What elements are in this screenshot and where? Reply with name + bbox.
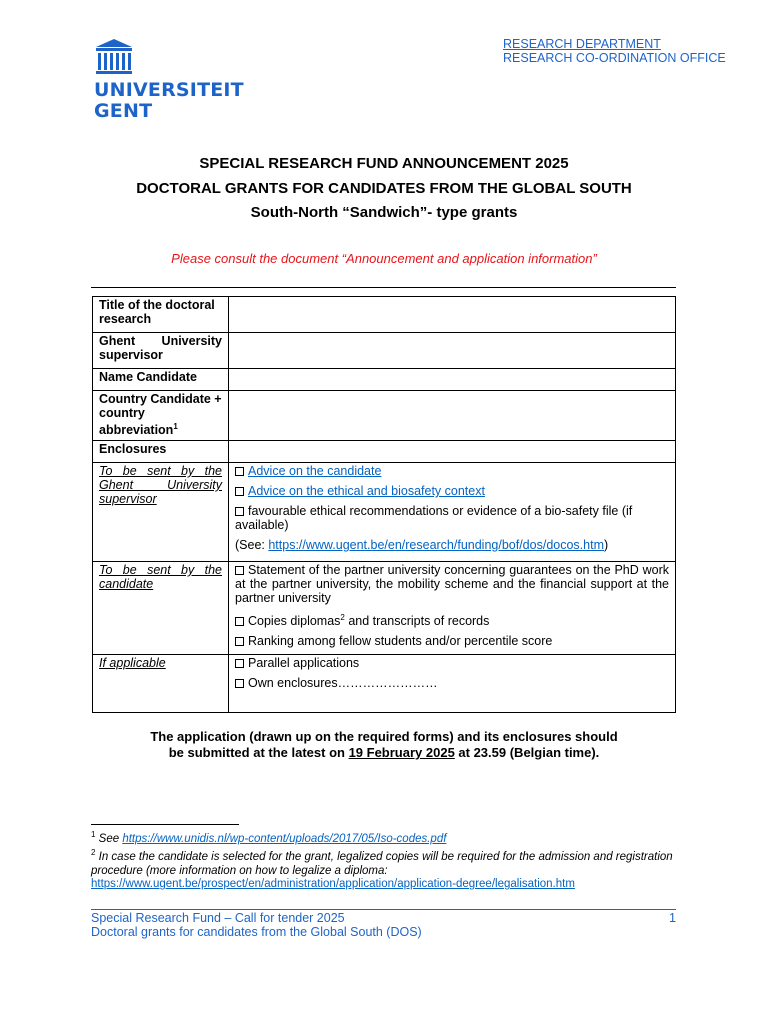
checkbox[interactable] bbox=[235, 487, 244, 496]
table-row bbox=[93, 333, 676, 369]
legalisation-link[interactable]: https://www.ugent.be/prospect/en/administration/application/application-degree/legalisation.htm bbox=[91, 878, 575, 891]
title-field[interactable] bbox=[229, 297, 676, 333]
candidate-enclosures bbox=[229, 562, 676, 655]
checkbox-item bbox=[235, 676, 669, 690]
submission-note bbox=[0, 729, 768, 761]
logo-line-2: GENT bbox=[94, 100, 153, 122]
checkbox[interactable] bbox=[235, 467, 244, 476]
candidate-group-label: To be sent by the candidate bbox=[93, 562, 229, 655]
department-header bbox=[503, 37, 726, 65]
university-logo-text bbox=[94, 80, 244, 122]
submission-line-2 bbox=[0, 745, 768, 761]
checkbox[interactable] bbox=[235, 617, 244, 626]
see-reference bbox=[235, 538, 669, 552]
table-row bbox=[93, 441, 676, 463]
parallel-applications-text: Parallel applications bbox=[248, 656, 360, 670]
title-line-2: DOCTORAL GRANTS FOR CANDIDATES FROM THE GLOBAL SOUTH bbox=[136, 180, 632, 197]
partner-statement-text: Statement of the partner university concerning guarantees on the PhD work at the partner university, the mobility scheme and the financial support at the partner university bbox=[235, 563, 669, 605]
title-line-3: South-North “Sandwich”- type grants bbox=[250, 204, 518, 221]
footnote-1 bbox=[91, 828, 691, 846]
ranking-text: Ranking among fellow students and/or percentile score bbox=[248, 634, 553, 649]
footnotes bbox=[91, 828, 691, 892]
checkbox[interactable] bbox=[235, 659, 244, 668]
checkbox[interactable] bbox=[235, 566, 244, 575]
checkbox-item bbox=[235, 484, 669, 498]
supervisor-label: Ghent University supervisor bbox=[93, 333, 229, 369]
enclosures-field bbox=[229, 441, 676, 463]
footnote-2-number: 2 bbox=[91, 848, 96, 858]
table-row bbox=[93, 369, 676, 391]
checkbox-item bbox=[235, 464, 669, 478]
see-suffix: ) bbox=[603, 538, 609, 552]
checkbox-item bbox=[235, 563, 669, 605]
page-number: 1 bbox=[669, 911, 676, 925]
checkbox-item bbox=[235, 634, 669, 648]
checkbox-item bbox=[235, 504, 669, 532]
submission-prefix: be submitted at the latest on bbox=[168, 745, 349, 760]
footnote-2-link-line bbox=[91, 878, 691, 892]
see-prefix: (See: bbox=[235, 538, 269, 552]
logo-line-1: UNIVERSITEIT bbox=[94, 79, 244, 101]
copies-diplomas-text: Copies diplomas bbox=[248, 614, 341, 629]
checkbox[interactable] bbox=[235, 507, 244, 516]
table-row bbox=[93, 391, 676, 441]
docos-link[interactable]: https://www.ugent.be/en/research/funding/bof/dos/docos.htm bbox=[268, 538, 604, 552]
advice-ethical-link[interactable]: Advice on the ethical and biosafety context bbox=[248, 484, 485, 498]
ethical-recommendations-text: favourable ethical recommendations or evidence of a bio-safety file (if available) bbox=[235, 504, 633, 532]
country-field[interactable] bbox=[229, 391, 676, 441]
applicable-group-label: If applicable bbox=[93, 655, 229, 713]
submission-line-1: The application (drawn up on the required forms) and its enclosures should bbox=[150, 729, 618, 744]
department-name: RESEARCH DEPARTMENT bbox=[503, 37, 661, 51]
applicable-enclosures bbox=[229, 655, 676, 713]
footnote-divider bbox=[91, 824, 239, 825]
checkbox-item bbox=[235, 611, 669, 628]
application-form-table bbox=[92, 296, 676, 713]
university-building-logo bbox=[94, 38, 134, 76]
supervisor-field[interactable] bbox=[229, 333, 676, 369]
footer-divider bbox=[91, 909, 676, 910]
table-row bbox=[93, 562, 676, 655]
enclosures-label: Enclosures bbox=[93, 441, 229, 463]
candidate-field[interactable] bbox=[229, 369, 676, 391]
divider bbox=[91, 287, 676, 288]
title-line-1: SPECIAL RESEARCH FUND ANNOUNCEMENT 2025 bbox=[199, 155, 569, 172]
checkbox-item bbox=[235, 656, 669, 670]
footer-line-1: Special Research Fund – Call for tender 2025 bbox=[91, 911, 345, 925]
transcripts-text: and transcripts of records bbox=[344, 614, 490, 629]
candidate-label: Name Candidate bbox=[93, 369, 229, 391]
title-label: Title of the doctoral research bbox=[93, 297, 229, 333]
footnote-2 bbox=[91, 846, 691, 878]
consult-note: Please consult the document “Announcement and application information” bbox=[171, 251, 597, 266]
footnote-1-see: See bbox=[95, 832, 123, 845]
footnote-2-text: In case the candidate is selected for the grant, legalized copies will be required for the admission and registration procedure (more information on how to legalize a diploma: bbox=[91, 851, 673, 877]
advice-candidate-link[interactable]: Advice on the candidate bbox=[248, 464, 382, 478]
office-name: RESEARCH CO-ORDINATION OFFICE bbox=[503, 51, 726, 65]
checkbox[interactable] bbox=[235, 637, 244, 646]
footer bbox=[91, 911, 676, 939]
supervisor-enclosures bbox=[229, 463, 676, 562]
own-enclosures-text: Own enclosures…………………… bbox=[248, 676, 438, 690]
table-row bbox=[93, 655, 676, 713]
checkbox[interactable] bbox=[235, 679, 244, 688]
footnote-ref-1: 1 bbox=[173, 422, 178, 431]
table-row bbox=[93, 297, 676, 333]
supervisor-group-label: To be sent by the Ghent University supervisor bbox=[93, 463, 229, 562]
table-row bbox=[93, 463, 676, 562]
deadline-date: 19 February 2025 bbox=[348, 745, 455, 760]
iso-codes-link[interactable]: https://www.unidis.nl/wp-content/uploads/2017/05/Iso-codes.pdf bbox=[122, 832, 447, 845]
submission-suffix: at 23.59 (Belgian time). bbox=[454, 745, 600, 760]
country-label-text: Country Candidate + country abbreviation bbox=[99, 392, 222, 438]
footnote-ref-2: 2 bbox=[340, 613, 345, 622]
footer-line-2: Doctoral grants for candidates from the Global South (DOS) bbox=[91, 925, 422, 939]
country-label bbox=[93, 391, 229, 441]
footnote-1-number: 1 bbox=[91, 830, 96, 839]
